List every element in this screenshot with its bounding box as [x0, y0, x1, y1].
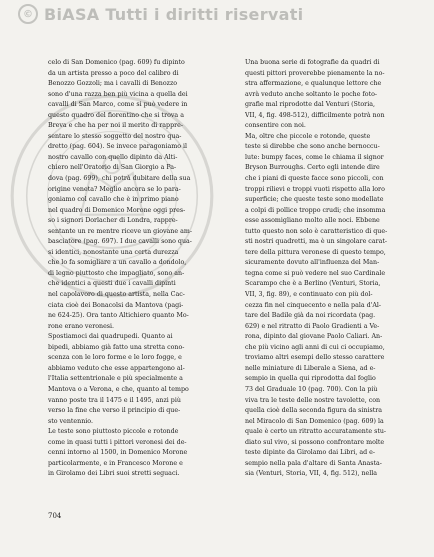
- text-line: cavalli di San Marco, come si può vedere in: [48, 101, 188, 109]
- text-line: cenni intorno al 1500, in Domenico Morone: [48, 449, 188, 457]
- text-line: Benozzo Gozzoli; ma i cavalli di Benozzo: [48, 80, 178, 88]
- text-line: ciata cioè dei Bonacolsi da Mantova (pagi-: [48, 301, 184, 309]
- text-line: VII, 4, fig. 498-512), difficilmente potrà non: [245, 111, 385, 119]
- text-line: troppi rilievi e troppi vuoti rispetto alla loro: [245, 185, 385, 193]
- text-line: l'Italia settentrionale e più specialmente a: [48, 375, 183, 383]
- text-line: nel capolavoro di questo artista, nella Cac-: [48, 291, 185, 299]
- text-line: tutto questo non solo è caratteristico di que-: [245, 227, 388, 235]
- text-line: questi pittori proverebbe pienamente la no-: [245, 69, 385, 77]
- text-line: superficie; che queste teste sono modellate: [245, 196, 384, 204]
- text-line: dova (pag. 699), chi potrà dubitare della sua: [48, 175, 191, 183]
- watermark-text: BiASA Tutti i diritti riservati: [44, 4, 304, 24]
- text-line: viva tra le teste delle nostre tavolette, con: [245, 396, 381, 404]
- text-line: sto ventennio.: [48, 417, 93, 425]
- text-line: da un artista presso a poco del calibro di: [48, 69, 179, 77]
- text-line: dretto (pag. 604). Se invece paragoniamo il: [48, 143, 188, 151]
- text-line: diato sul vivo, si possono confrontare molte: [245, 438, 385, 446]
- text-line: lute: bumpy faces, come le chiama il signor: [245, 153, 384, 161]
- text-line: esse assomigliano molto alle noci. Ebbene: [245, 217, 380, 225]
- text-line: celo di San Domenico (pag. 609) fu dipinto: [48, 59, 185, 66]
- text-line: tere della pittura veronese di questo tempo,: [245, 248, 386, 256]
- text-line: avrà veduto anche soltanto le poche foto-: [245, 90, 378, 98]
- text-line: nostro cavallo con quello dipinto da Alti-: [48, 153, 178, 161]
- page-number: 704: [48, 512, 62, 520]
- text-line: bipedi, abbiamo già fatto una stretta cono-: [48, 343, 185, 351]
- text-line: verso la fine che verso il principio di que-: [48, 407, 181, 415]
- text-line: tare del Badile già da noi ricordata (pag.: [245, 312, 376, 320]
- text-line: a colpi di pollice troppo crudi; che insomma: [245, 206, 386, 214]
- text-line: Spostiamoci dai quadrupedi. Quanto ai: [48, 333, 173, 341]
- text-line: che i piani di queste facce sono piccoli, con: [245, 175, 384, 183]
- text-line: stra affermazione, e qualunque lettore che: [245, 80, 382, 88]
- text-line: come in quasi tutti i pittori veronesi dei de-: [48, 438, 187, 446]
- text-line: basciatore (pag. 697). I due cavalli sono qua-: [48, 238, 192, 246]
- text-line: consentire con noi.: [245, 122, 306, 130]
- text-line: troviamo altri esempi dello stesso carattere: [245, 354, 385, 362]
- text-line: si identici, nonostante una certa durezza: [48, 248, 179, 256]
- text-line: rone erano veronesi.: [48, 322, 115, 330]
- text-line: VII, 3, fig. 89), e continuato con più dol-: [245, 291, 373, 299]
- text-line: Mantova o a Verona, e che, quanto al tempo: [48, 385, 189, 393]
- text-line: cezza fin nel cinquecento e nella pala d'Al-: [245, 301, 382, 309]
- text-line: nel quadro di Domenico Morone oggi pres-: [48, 206, 186, 214]
- text-line: Le teste sono piuttosto piccole e rotonde: [48, 428, 179, 436]
- text-line: tegna come si può vedere nel suo Cardinale: [245, 269, 386, 277]
- text-line: che identici a questi due i cavalli dipinti: [48, 280, 176, 288]
- text-line: che lo fa somigliare a un cavallo a dondolo,: [48, 259, 187, 267]
- text-line: in Girolamo dei Libri suoi stretti seguaci.: [48, 470, 180, 478]
- text-line: questo quadro del fiorentino che si trova a: [48, 111, 184, 119]
- text-line: sentante un re mentre riceve un giovane am-: [48, 227, 192, 235]
- text-line: sempio nella pala d'altare di Santa Anasta-: [245, 459, 382, 467]
- text-line: abbiamo veduto che esse appartengono al-: [48, 364, 185, 372]
- text-line: quella cioè della seconda figura da sinistra: [245, 407, 382, 415]
- text-line: che più vicino agli anni di cui ci occupiamo,: [245, 343, 385, 351]
- text-line: ne 624-25). Ora tanto Altichiero quanto Mo-: [48, 312, 189, 320]
- text-line: origine veneta? Meglio ancora se lo para-: [48, 185, 181, 193]
- text-line: teste dipinte da Girolamo dai Libri, ad e-: [245, 449, 376, 457]
- text-line: di legno piuttosto che impagliato, sono an-: [48, 269, 185, 277]
- text-line: nelle miniature di Liberale a Siena, ad e-: [245, 364, 376, 372]
- text-line: sono d'una razza ben più vicina a quella dei: [48, 90, 188, 98]
- text-column-right: [245, 58, 421, 480]
- text-line: 629) e nel ritratto di Paolo Gradienti a Ve-: [245, 322, 380, 330]
- text-line: sia (Venturi, Storia, VII, 4, fig. 512), nella: [245, 470, 378, 478]
- text-line: sempio in quella qui riprodotta dal foglio: [245, 375, 376, 383]
- text-line: sentare lo stesso soggetto del nostro qua-: [48, 132, 182, 140]
- text-line: Bryson Burroughs. Certo egli intende dire: [245, 164, 380, 172]
- text-line: quale è certo un ritratto accuratamente stu-: [245, 428, 387, 436]
- text-line: teste si direbbe che sono anche bernoccu-: [245, 143, 380, 151]
- text-line: Ma, oltre che piccole e rotonde, queste: [245, 132, 371, 140]
- text-line: rona, dipinto dal giovane Paolo Caliari. An-: [245, 333, 383, 341]
- text-line: grafie mal riprodotte dal Venturi (Storia,: [245, 101, 375, 109]
- text-line: 73 del Graduale 10 (pag. 700). Con la più: [245, 385, 378, 393]
- text-line: scenza con le loro forme e le loro fogge, e: [48, 354, 182, 362]
- text-line: Breva e che ha per noi il merito di rappre-: [48, 122, 183, 130]
- watermark-banner: [18, 3, 416, 25]
- text-line: nel Miracolo di San Domenico (pag. 609) la: [245, 417, 384, 425]
- text-line: particolarmente, e in Francesco Morone e: [48, 459, 183, 467]
- text-line: vanno poste tra il 1475 e il 1495, anzi più: [48, 396, 181, 404]
- text-line: so i signori Dorlacher di Londra, rappre-: [48, 217, 178, 225]
- text-line: Scarampo che è a Berlino (Venturi, Storia,: [245, 280, 381, 288]
- text-column-left: [48, 58, 224, 480]
- text-line: sti nostri quadretti, ma è un singolare carat-: [245, 238, 387, 246]
- text-line: Una buona serie di fotografie da quadri di: [245, 59, 380, 66]
- text-line: chiero nell'Oratorio di San Giorgio a Pa-: [48, 164, 177, 172]
- text-line: sicuramente dovuto all'influenza del Man-: [245, 259, 380, 267]
- copyright-icon: ©: [18, 4, 38, 24]
- text-line: goniamo col cavallo che è in primo piano: [48, 196, 179, 204]
